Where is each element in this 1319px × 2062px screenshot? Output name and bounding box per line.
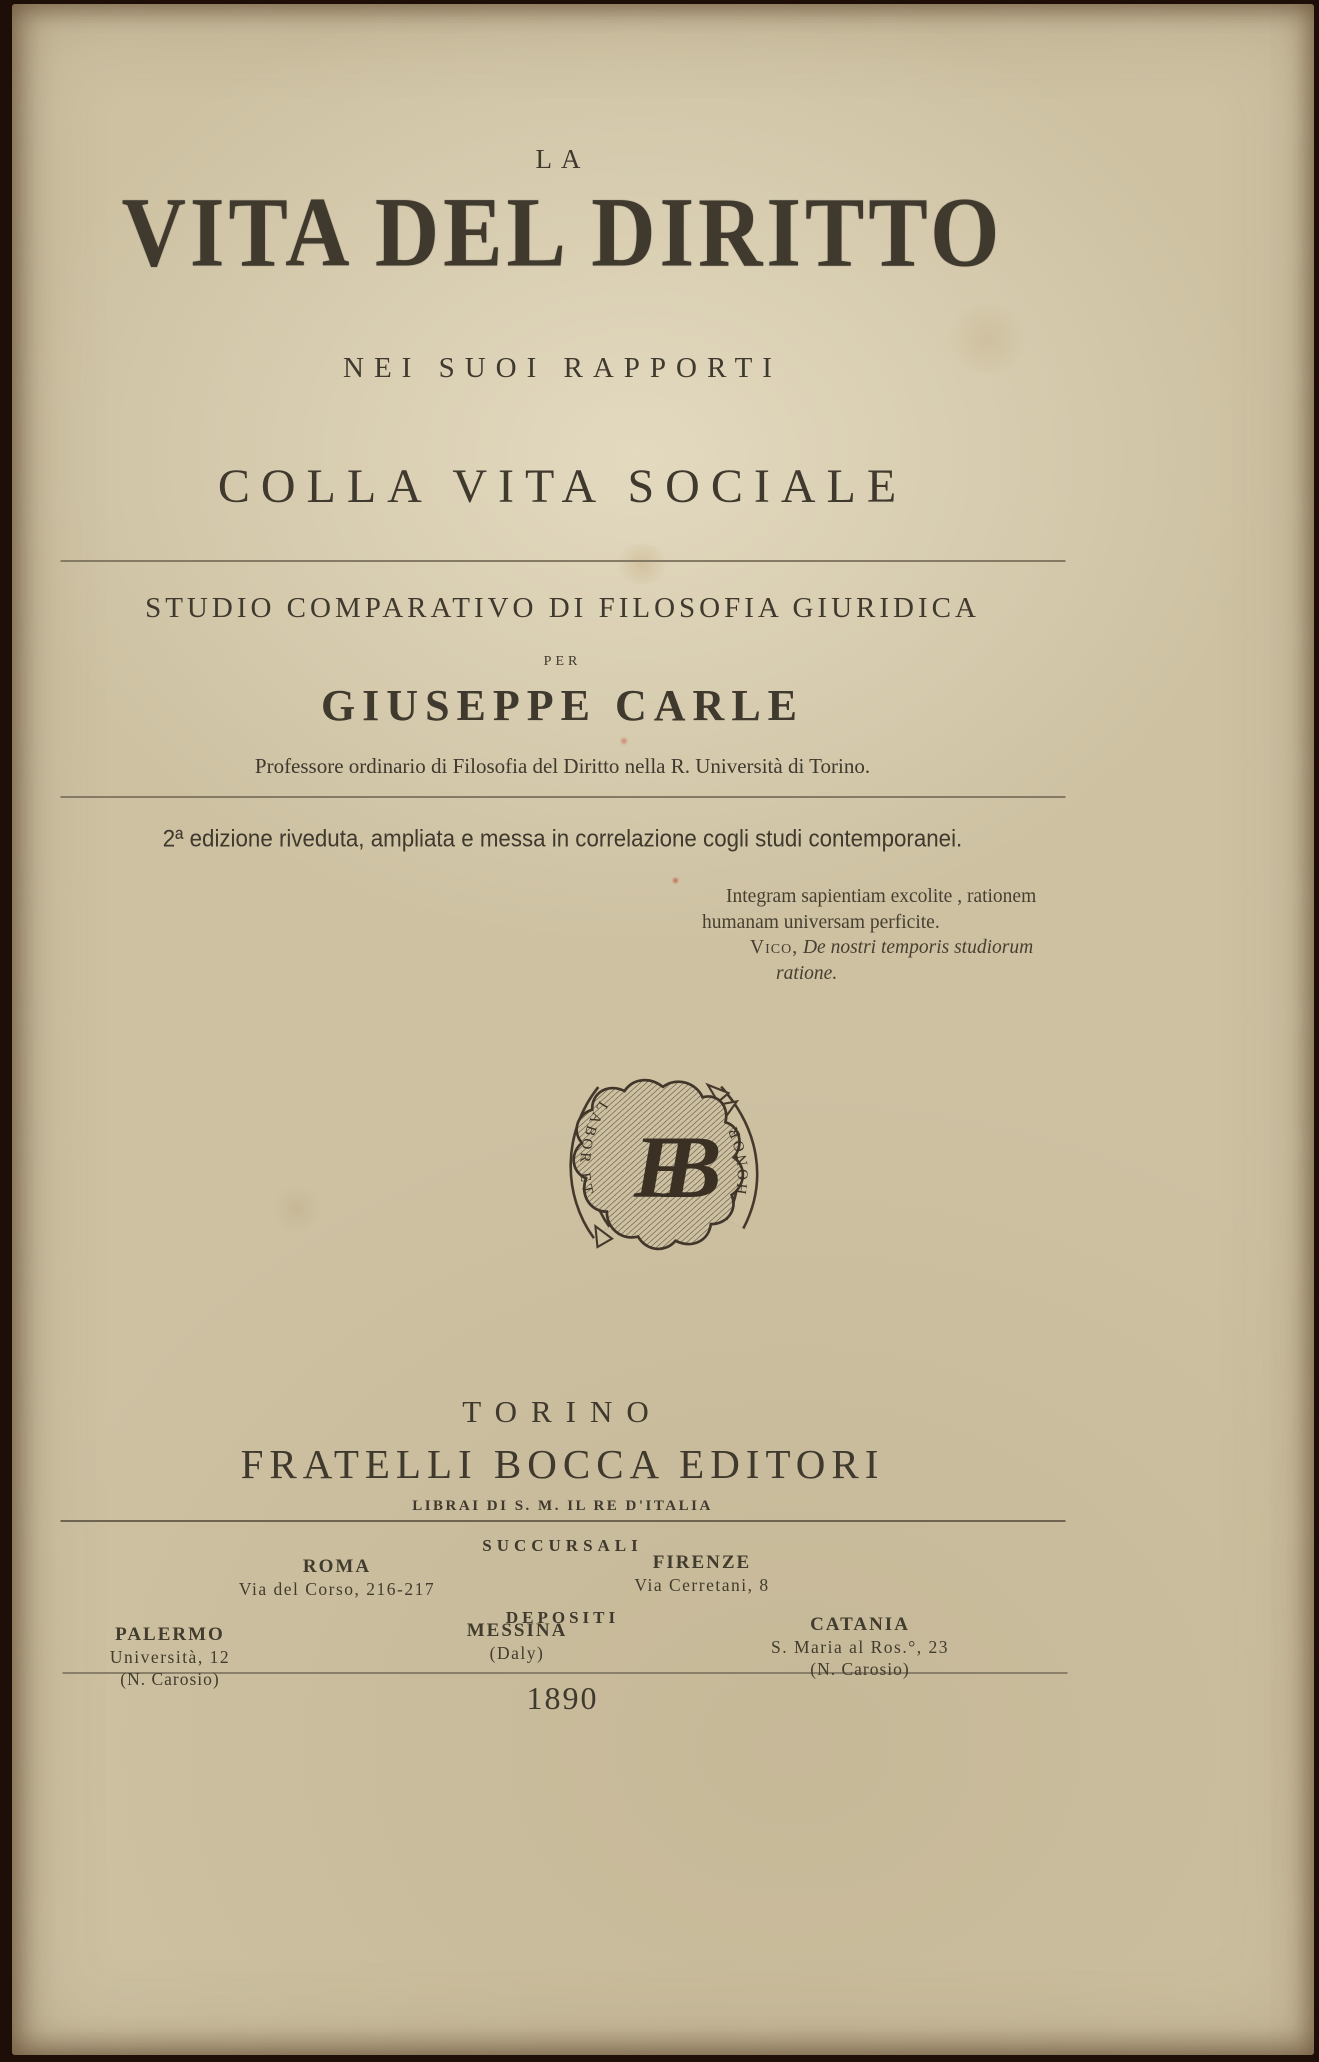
epigraph-attribution [702,935,1097,961]
deposit-city: PALERMO [115,1624,225,1645]
deposit-catania [771,1614,949,1680]
epigraph-line: Integram sapientiam excolite , rationem [726,886,1037,907]
ink-stain [672,876,679,885]
epigraph-author: Vico, [750,937,799,959]
book-subtitle-2: COLLA VITA SOCIALE [217,460,908,513]
epigraph-work-continued: ratione. [776,963,838,985]
divider-rule [60,796,1065,798]
branch-address: Via Cerretani, 8 [634,1575,770,1595]
deposit-palermo [110,1624,230,1690]
deposit-messina [467,1620,568,1664]
deposit-note: (N. Carosio) [810,1659,910,1679]
imprint-publisher: FRATELLI BOCCA EDITORI [240,1441,885,1487]
epigraph [702,884,1097,987]
branch-address: Via del Corso, 216-217 [238,1579,436,1599]
motto-right: HONOR [723,1120,752,1196]
epigraph-work: De nostri temporis studiorum [802,937,1034,959]
publisher-monogram: FB [633,1118,691,1218]
book-subtitle-1: NEI SUOI RAPPORTI [343,352,782,384]
deposit-address: Università, 12 [109,1647,231,1667]
deposits-label: DEPOSITI [505,1608,620,1627]
author-name: GIUSEPPE CARLE [320,681,805,730]
branch-firenze [634,1552,769,1596]
deposit-address: S. Maria al Ros.°, 23 [770,1637,950,1657]
branch-roma [239,1556,435,1600]
motto-left: LABOR ET [576,1098,611,1200]
branch-city: ROMA [302,1556,372,1577]
publisher-device-emblem [533,1034,793,1304]
ink-stain [620,736,628,746]
epigraph-line: humanam universam perficite. [702,911,940,933]
pretitle: LA [535,144,590,174]
imprint-publisher-subtitle: LIBRAI DI S. M. IL RE D'ITALIA [412,1498,713,1514]
edition-statement: 2ª edizione riveduta, ampliata e messa in correlazione cogli studi contemporanei. [162,824,963,852]
deposit-note: (N. Carosio) [120,1669,220,1689]
author-title: Professore ordinario di Filosofia del Diritto nella R. Università di Torino. [254,754,871,778]
deposit-city: MESSINA [466,1620,568,1641]
publication-year: 1890 [526,1680,599,1716]
deposit-address: (Daly) [489,1643,545,1663]
paper-stain [612,544,672,584]
book-title: VITA DEL DIRITTO [121,178,1004,288]
branch-city: FIRENZE [652,1552,752,1573]
divider-rule [60,1520,1065,1522]
branches-label: SUCCURSALI [482,1536,643,1555]
series-statement: STUDIO COMPARATIVO DI FILOSOFIA GIURIDICA [145,592,980,624]
paper-stain [272,1184,322,1234]
byword: PER [543,654,582,669]
divider-rule [60,560,1065,562]
deposit-city: CATANIA [810,1614,910,1635]
book-title-page [12,4,1314,2055]
imprint-city: TORINO [462,1394,663,1429]
